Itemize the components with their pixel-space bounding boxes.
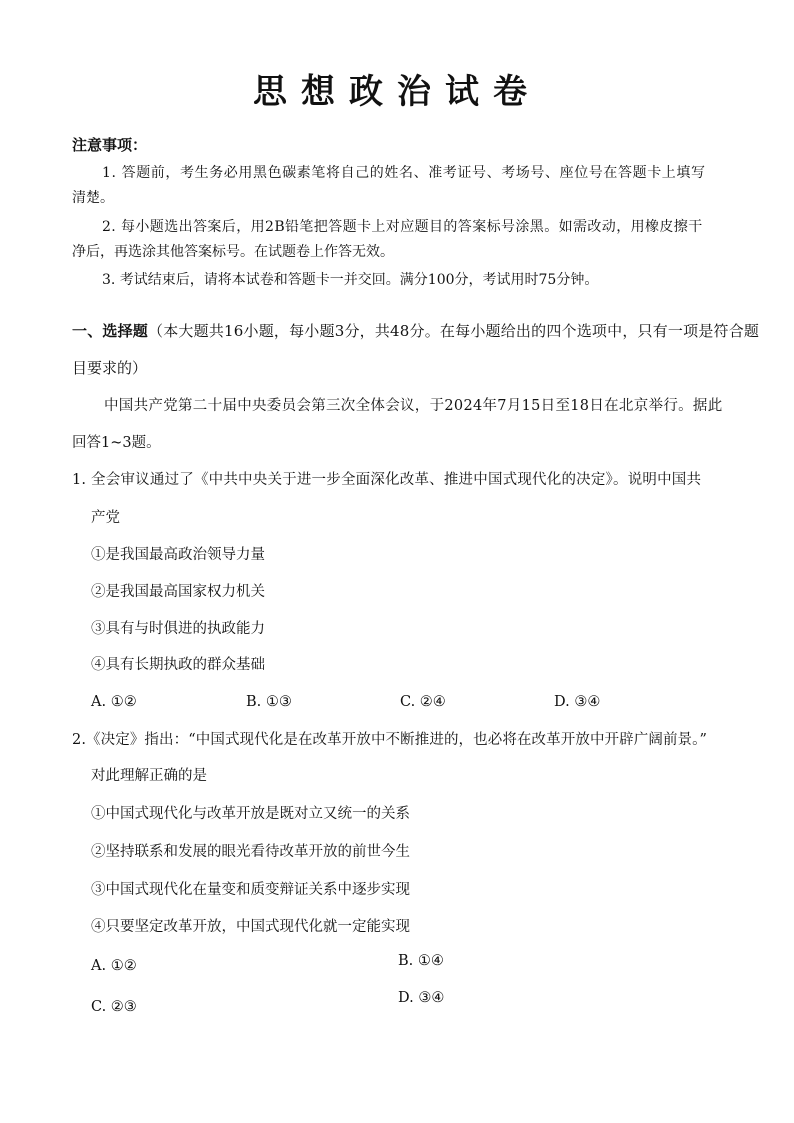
notice-item-1-cont: 清楚。: [72, 190, 114, 206]
notice-heading: 注意事项：: [72, 136, 148, 154]
q2-item: ②坚持联系和发展的眼光看待改革开放的前世今生: [91, 844, 410, 860]
q2-choice-a: A. ①②: [91, 958, 137, 974]
section-desc: （本大题共16小题，每小题3分，共48分。在每小题给出的四个选项中，只有一项是符合题: [148, 322, 760, 340]
q2-choice-b: B. ①④: [398, 953, 444, 969]
q2-stem-cont: 对此理解正确的是: [91, 768, 207, 784]
q2-choice-d: D. ③④: [398, 990, 445, 1006]
section-intro: 中国共产党第二十届中央委员会第三次全体会议，于2024年7月15日至18日在北京举行。据此: [104, 398, 723, 414]
q1-item: ③具有与时俱进的执政能力: [91, 621, 265, 637]
q2-item: ③中国式现代化在量变和质变辩证关系中逐步实现: [91, 882, 410, 898]
q1-stem: 1. 全会审议通过了《中共中央关于进一步全面深化改革、推进中国式现代化的决定》。说明中国共: [72, 472, 702, 488]
page-title: 思想政治试卷: [253, 72, 541, 112]
q1-item: ②是我国最高国家权力机关: [91, 584, 265, 600]
notice-item-2-cont: 净后，再选涂其他答案标号。在试题卷上作答无效。: [72, 244, 394, 260]
q1-choice-a: A. ①②: [91, 694, 137, 710]
q2-item: ④只要坚定改革开放，中国式现代化就一定能实现: [91, 919, 410, 935]
q1-item: ①是我国最高政治领导力量: [91, 547, 265, 563]
notice-item-2: 2. 每小题选出答案后，用2B铅笔把答题卡上对应题目的答案标号涂黑。如需改动，用橡皮擦干: [102, 219, 703, 235]
notice-item-1: 1. 答题前，考生务必用黑色碳素笔将自己的姓名、准考证号、考场号、座位号在答题卡上填写: [102, 165, 706, 181]
q1-choice-d: D. ③④: [554, 694, 601, 710]
q2-stem: 2.《决定》指出：“中国式现代化是在改革开放中不断推进的，也必将在改革开放中开辟广阔前景。”: [72, 732, 708, 748]
section-title: 一、选择题: [72, 322, 149, 340]
q1-choice-b: B. ①③: [246, 694, 292, 710]
q2-choice-c: C. ②③: [91, 999, 137, 1015]
q1-stem-cont: 产党: [91, 510, 120, 526]
q2-item: ①中国式现代化与改革开放是既对立又统一的关系: [91, 806, 410, 822]
section-intro-cont: 回答1~3题。: [72, 435, 161, 451]
q1-item: ④具有长期执政的群众基础: [91, 657, 265, 673]
section-heading: [72, 321, 759, 341]
section-desc-cont: 目要求的）: [72, 359, 148, 377]
notice-item-3: 3. 考试结束后，请将本试卷和答题卡一并交回。满分100分，考试用时75分钟。: [102, 272, 599, 288]
q1-choice-c: C. ②④: [400, 694, 446, 710]
